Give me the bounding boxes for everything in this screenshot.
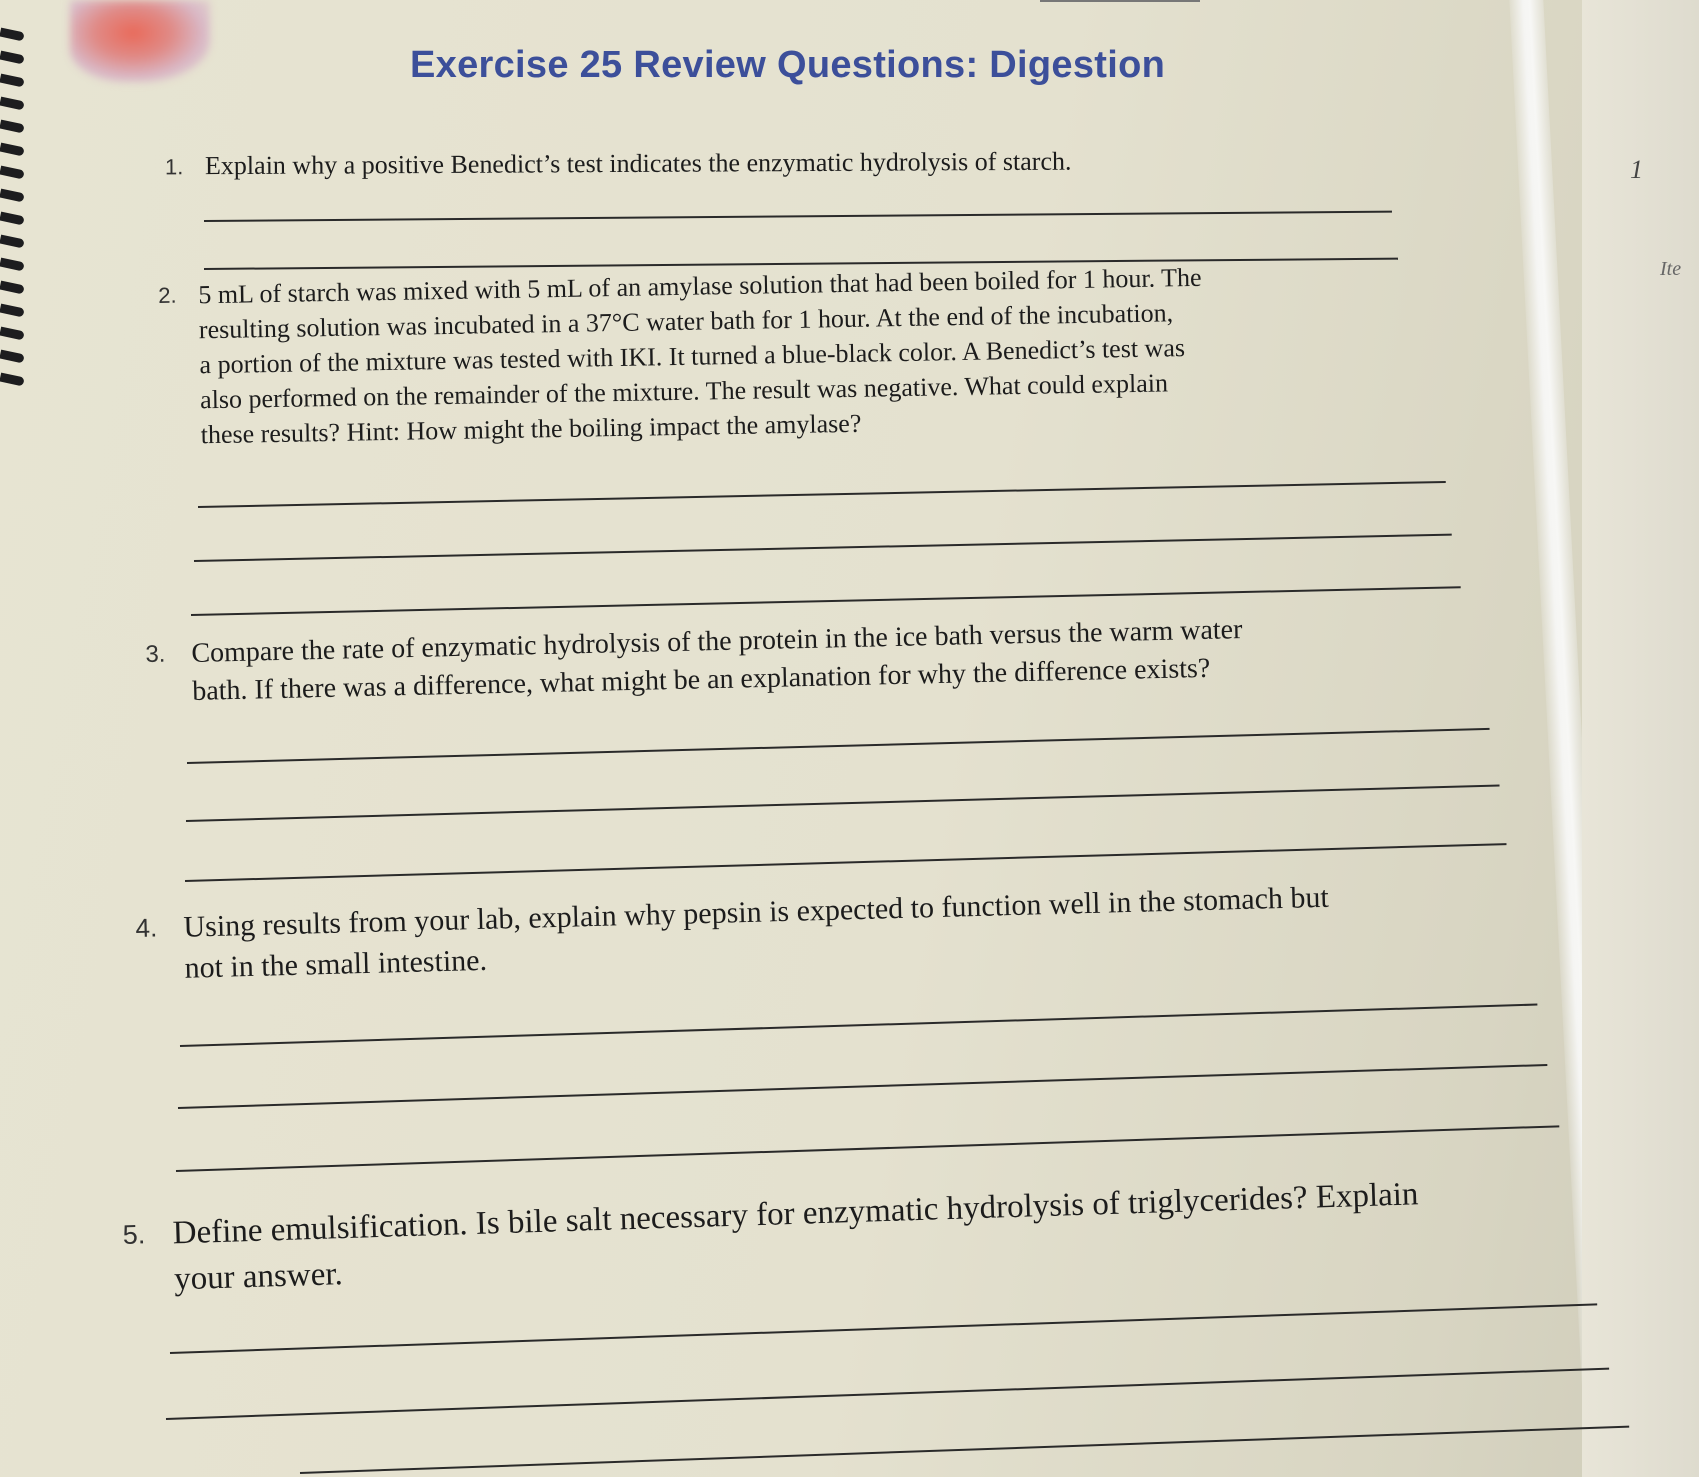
binding-ring [0, 166, 25, 180]
answer-line[interactable] [178, 1064, 1547, 1109]
binding-ring [0, 212, 25, 226]
answer-line[interactable] [191, 586, 1461, 616]
answer-line[interactable] [170, 1303, 1597, 1354]
question-3 [145, 611, 1244, 712]
question-text-line: also performed on the remainder of the mixture. The result was negative. What could explain [199, 368, 1169, 415]
question-number: 2. [158, 282, 177, 308]
answer-line[interactable] [186, 784, 1500, 822]
question-number: 4. [135, 912, 158, 943]
question-text-line: your answer. [173, 1256, 344, 1298]
question-number: 1. [164, 154, 184, 180]
top-rule [1040, 0, 1200, 2]
binding-ring [0, 28, 25, 42]
next-page-edge [1582, 0, 1699, 1477]
question-5 [122, 1171, 1421, 1304]
question-text-line: Explain why a positive Benedict’s test indicates the enzymatic hydrolysis of starch. [204, 146, 1072, 181]
question-text-line: Using results from your lab, explain why pepsin is expected to function well in the stomach but [183, 880, 1330, 944]
binding-ring [0, 304, 25, 318]
binding-ring [0, 189, 25, 203]
question-text-line: Define emulsification. Is bile salt necessary for enzymatic hydrolysis of triglycerides? Explain [172, 1176, 1419, 1252]
answer-line[interactable] [180, 1004, 1537, 1047]
question-text-line: Compare the rate of enzymatic hydrolysis of the protein in the ice bath versus the warm water [191, 614, 1243, 669]
binding-ring [0, 258, 25, 272]
binding-ring [0, 51, 25, 65]
question-1 [165, 145, 1072, 185]
answer-line[interactable] [300, 1426, 1629, 1474]
answer-line[interactable] [187, 728, 1490, 764]
photo-blob-decoration [70, 0, 210, 82]
question-4 [135, 877, 1330, 990]
question-text-line: a portion of the mixture was tested with IKI. It turned a blue-black color. A Benedict’s test was [199, 333, 1186, 380]
binding-ring [0, 97, 25, 111]
question-text-line: 5 mL of starch was mixed with 5 mL of an amylase solution that had been boiled for 1 hour. The [198, 262, 1202, 310]
answer-line[interactable] [166, 1368, 1609, 1420]
binding-ring [0, 373, 25, 387]
page-title: Exercise 25 Review Questions: Digestion [410, 44, 1166, 86]
answer-line[interactable] [194, 534, 1452, 562]
question-text-line: bath. If there was a difference, what might be an explanation for why the difference exists? [191, 652, 1211, 707]
question-text-line: these results? Hint: How might the boiling impact the amylase? [200, 408, 862, 450]
answer-line[interactable] [185, 843, 1507, 882]
margin-mark-2: Ite [1660, 258, 1682, 280]
binding-ring [0, 235, 25, 249]
binding-ring [0, 350, 25, 364]
answer-line[interactable] [176, 1125, 1559, 1172]
question-number: 3. [145, 640, 166, 668]
answer-line[interactable] [198, 481, 1446, 508]
question-text-line: resulting solution was incubated in a 37°C water bath for 1 hour. At the end of the incubation, [198, 298, 1174, 345]
question-number: 5. [122, 1219, 146, 1250]
binding-ring [0, 281, 25, 295]
answer-line[interactable] [204, 211, 1392, 222]
question-text-line: not in the small intestine. [184, 943, 488, 985]
spiral-binding [0, 30, 26, 410]
binding-ring [0, 74, 25, 88]
binding-ring [0, 143, 25, 157]
binding-ring [0, 327, 25, 341]
question-2 [158, 260, 1204, 453]
margin-mark-1: 1 [1630, 155, 1643, 184]
binding-ring [0, 120, 25, 134]
